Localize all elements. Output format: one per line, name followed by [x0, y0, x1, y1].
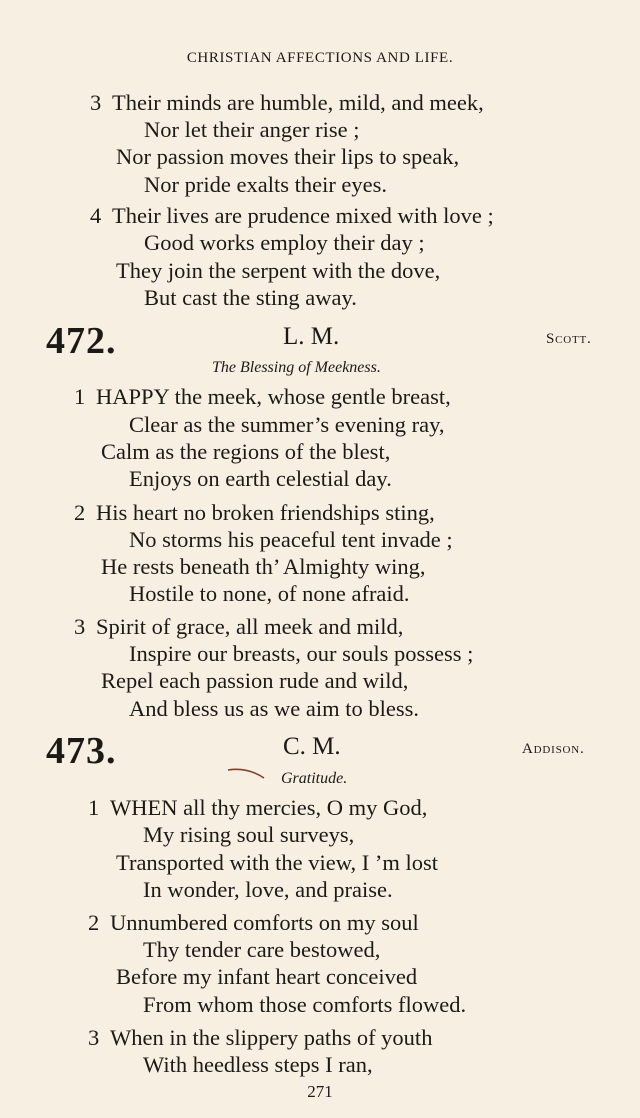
page-number: 271 [307, 1082, 333, 1101]
verse-line: Hostile to none, of none afraid. [129, 581, 410, 606]
ink-mark-decoration [226, 766, 270, 782]
verse-number: 4 [90, 203, 102, 228]
verse-line: My rising soul surveys, [143, 822, 355, 847]
verse-line: Enjoys on earth celestial day. [129, 466, 392, 491]
verse-line: Repel each passion rude and wild, [101, 668, 409, 693]
hymn-number: 473. [46, 730, 117, 772]
verse-line: 3 Their minds are humble, mild, and meek, [90, 90, 484, 115]
verse-line: They join the serpent with the dove, [116, 258, 441, 283]
verse-number: 1 [74, 384, 86, 409]
verse-line: Calm as the regions of the blest, [101, 439, 391, 464]
verse-line: But cast the sting away. [144, 285, 357, 310]
hymn-meter: C. M. [283, 733, 341, 760]
verse-line: Transported with the view, I ’m lost [116, 850, 439, 875]
verse-line: Good works employ their day ; [144, 230, 425, 255]
hymn-number: 472. [46, 320, 117, 362]
verse-line: From whom those comforts flowed. [143, 992, 467, 1017]
verse-number: 2 [88, 910, 100, 935]
verse-line: Nor pride exalts their eyes. [144, 172, 388, 197]
verse-line: He rests beneath th’ Almighty wing, [101, 554, 426, 579]
hymn-meter: L. M. [283, 323, 340, 350]
hymn-title: The Blessing of Meekness. [212, 359, 381, 376]
verse-line: 2 His heart no broken friendships sting, [74, 500, 435, 525]
verse-line: Thy tender care bestowed, [143, 937, 381, 962]
hymn-author: Scott. [546, 331, 592, 347]
verse-line: In wonder, love, and praise. [143, 877, 393, 902]
verse-line: Nor let their anger rise ; [144, 117, 360, 142]
verse-line: Nor passion moves their lips to speak, [116, 144, 460, 169]
verse-number: 3 [90, 90, 102, 115]
verse-number: 3 [88, 1025, 100, 1050]
verse-number: 1 [88, 795, 100, 820]
verse-line: 4 Their lives are prudence mixed with love ; [90, 203, 494, 228]
verse-line: 2 Unnumbered comforts on my soul [88, 910, 419, 935]
verse-line: 1 HAPPY the meek, whose gentle breast, [74, 384, 451, 409]
verse-line: No storms his peaceful tent invade ; [129, 527, 453, 552]
hymn-author: Addison. [522, 741, 585, 757]
verse-line: 1 WHEN all thy mercies, O my God, [88, 795, 428, 820]
hymn-title: Gratitude. [281, 770, 348, 787]
verse-number: 2 [74, 500, 86, 525]
running-head: CHRISTIAN AFFECTIONS AND LIFE. [186, 50, 454, 66]
verse-line: Inspire our breasts, our souls possess ; [129, 641, 474, 666]
verse-line: 3 When in the slippery paths of youth [88, 1025, 433, 1050]
verse-line: And bless us as we aim to bless. [129, 696, 419, 721]
verse-line: Before my infant heart conceived [116, 964, 418, 989]
verse-number: 3 [74, 614, 86, 639]
verse-line: 3 Spirit of grace, all meek and mild, [74, 614, 404, 639]
verse-line: Clear as the summer’s evening ray, [129, 412, 445, 437]
verse-line: With heedless steps I ran, [143, 1052, 373, 1077]
